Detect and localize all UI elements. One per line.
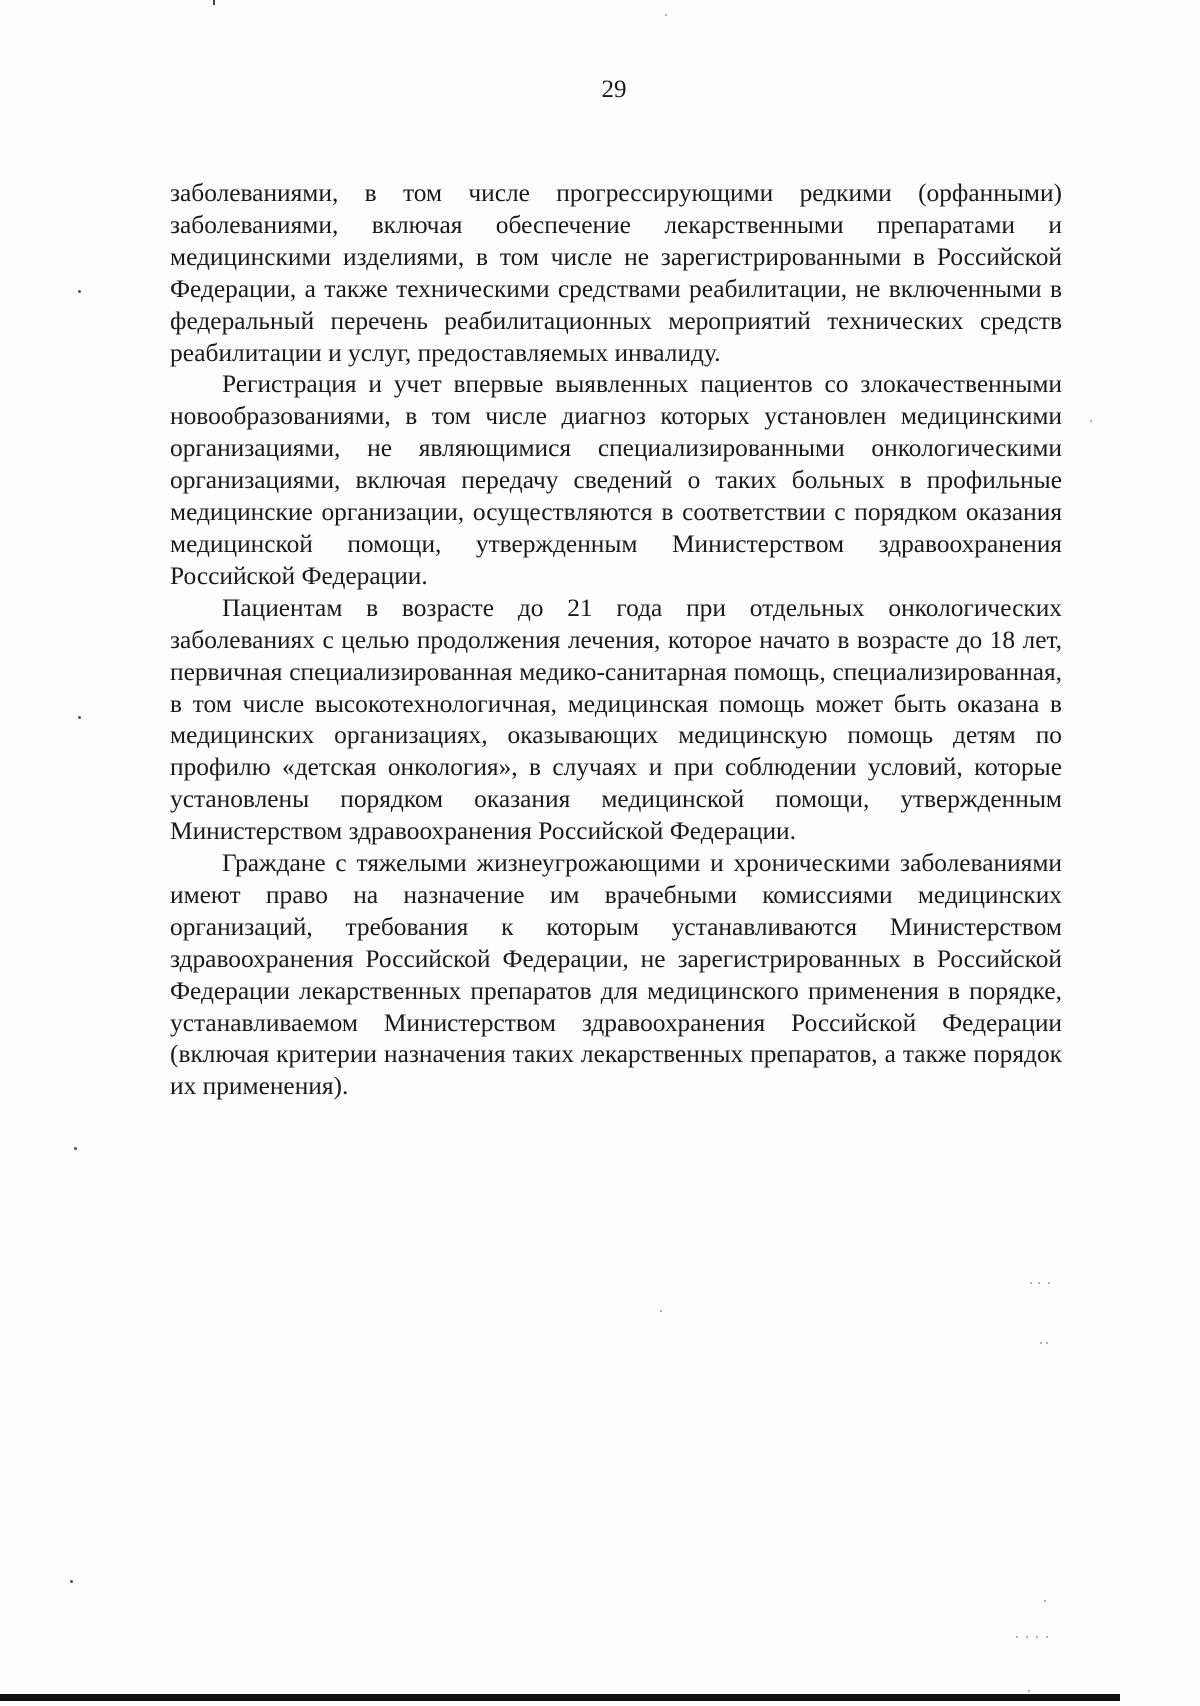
scan-speck <box>1016 1636 1018 1638</box>
scan-speck <box>1040 1342 1042 1344</box>
paragraph-unregistered-drugs: Граждане с тяжелыми жизнеугрожающими и хроническими заболеваниями имеют право на назначение им врачебными комиссиями медицинских организаций, требования к которым устанавливаются Министерством здравоохранения Российской Федерации, не зарегистрированных в Российской Федерации лекарственных препаратов для медицинского применения в порядке, устанавливаемом Министерством здравоохранения Российской Федерации (включая критерии назначения таких лекарственных препаратов, а также порядок их применения). <box>170 849 1062 1101</box>
scan-speck <box>1028 1690 1030 1692</box>
scan-speck <box>213 0 215 5</box>
scan-speck <box>78 716 81 719</box>
paragraph-continuation: заболеваниями, в том числе прогрессирующими редкими (орфанными) заболеваниями, включая обеспечение лекарственными препаратами и медицинскими изделиями, в том числе не зарегистрированными в Российской Федерации, а также техническими средствами реабилитации, не включенными в федеральный перечень реабилитационных мероприятий технических средств реабилитации и услуг, предоставляемых инвалиду. <box>170 179 1062 367</box>
scan-speck <box>1046 1636 1048 1638</box>
scan-speck <box>665 14 667 16</box>
scan-speck <box>78 290 81 293</box>
scan-speck <box>70 1580 73 1583</box>
scan-speck <box>1036 1636 1038 1638</box>
page-number: 29 <box>601 76 627 103</box>
scan-speck <box>1026 1636 1028 1638</box>
scan-speck <box>1038 1282 1040 1284</box>
scan-border-line <box>0 1694 1120 1701</box>
scan-speck <box>1048 1282 1050 1284</box>
scan-speck <box>1046 1342 1048 1344</box>
paragraph-registration: Регистрация и учет впервые выявленных пациентов со злокачественными новообразованиями, в том числе диагноз которых установлен медицинскими организациями, не являющимися специализированными онкологическими организациями, включая передачу сведений о таких больных в профильные медицинские организации, осуществляются в соответствии с порядком оказания медицинской помощи, утвержденным Министерством здравоохранения Российской Федерации. <box>170 370 1062 590</box>
scan-speck <box>660 1310 662 1312</box>
paragraph-young-patients: Пациентам в возрасте до 21 года при отдельных онкологических заболеваниях с целью продолжения лечения, которое начато в возрасте до 18 лет, первичная специализированная медико-санитарная помощь, специализированная, в том числе высокотехнологичная, медицинская помощь может быть оказана в медицинских организациях, оказывающих медицинскую помощь детям по профилю «детская онкология», в случаях и при соблюдении условий, которые установлены порядком оказания медицинской помощи, утвержденным Министерством здравоохранения Российской Федерации. <box>170 593 1062 846</box>
scan-speck <box>74 1147 77 1150</box>
scan-speck <box>1044 1600 1046 1602</box>
document-body <box>170 178 1062 1103</box>
scan-speck <box>1030 1282 1032 1284</box>
scan-speck <box>1090 420 1092 422</box>
